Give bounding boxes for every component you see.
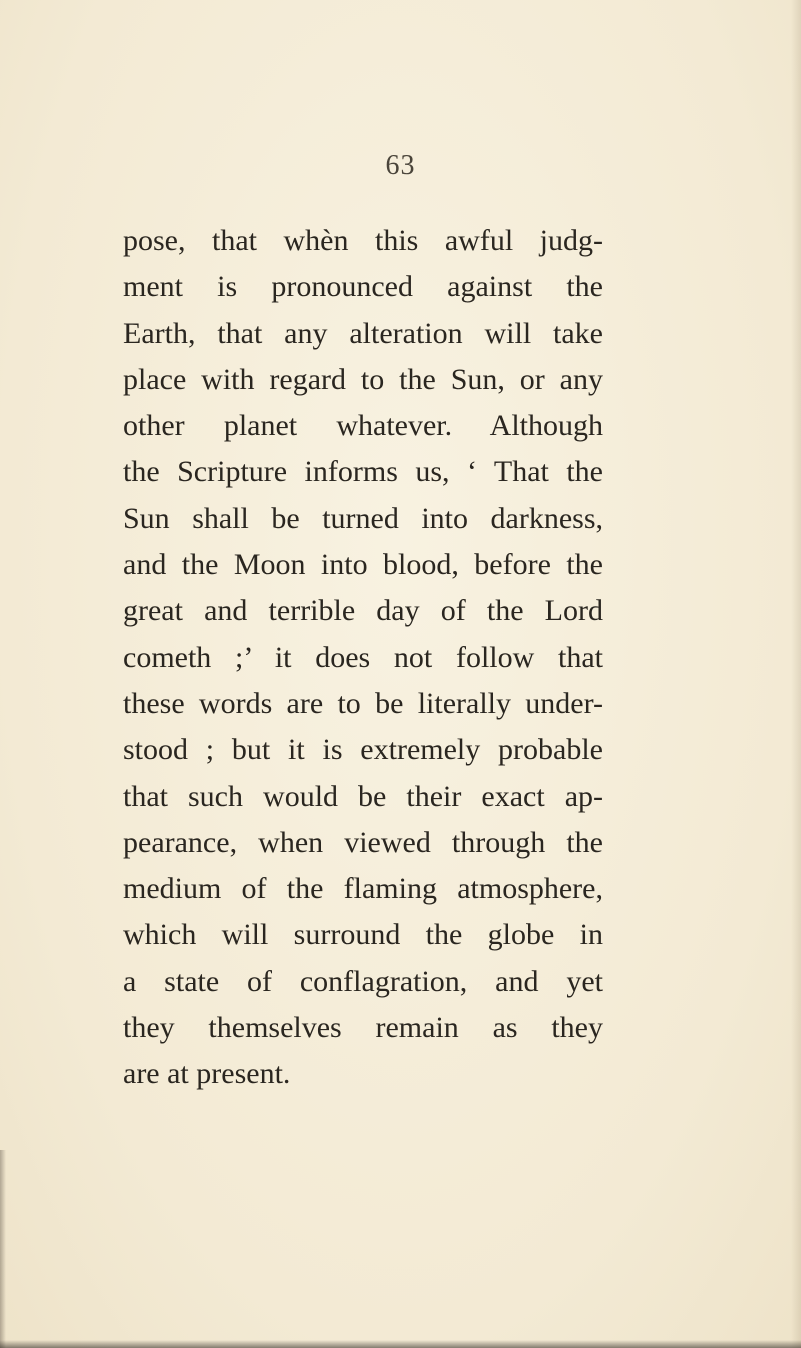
page-left-edge — [0, 1150, 6, 1348]
text-line: place with regard to the Sun, or any — [123, 362, 603, 396]
text-line: ment is pronounced against the — [123, 270, 603, 304]
text-line: pearance, when viewed through the — [123, 825, 603, 859]
page-edge-shadow — [791, 0, 801, 1348]
page-bottom-edge — [0, 1340, 801, 1348]
text-line: a state of conflagration, and yet — [123, 964, 603, 998]
body-text — [123, 218, 603, 1098]
text-line: other planet whatever. Although — [123, 409, 603, 443]
text-line: and the Moon into blood, before the — [123, 548, 603, 582]
text-line: great and terrible day of the Lord — [123, 594, 603, 628]
text-line: which will surround the globe in — [123, 918, 603, 952]
text-line: these words are to be literally under- — [123, 686, 603, 720]
text-line: the Scripture informs us, ‘ That the — [123, 455, 603, 489]
text-line: that such would be their exact ap- — [123, 779, 603, 813]
text-line: Earth, that any alteration will take — [123, 316, 603, 350]
page-number: 63 — [385, 150, 416, 181]
text-line: stood ; but it is extremely probable — [123, 733, 603, 767]
text-line: pose, that whèn this awful judg- — [123, 224, 603, 257]
text-line: Sun shall be turned into darkness, — [123, 501, 603, 535]
text-line: medium of the flaming atmosphere, — [123, 872, 603, 906]
text-line: cometh ;’ it does not follow that — [123, 640, 603, 674]
text-line: they themselves remain as they — [123, 1011, 603, 1045]
text-line: are at present. — [123, 1057, 291, 1091]
